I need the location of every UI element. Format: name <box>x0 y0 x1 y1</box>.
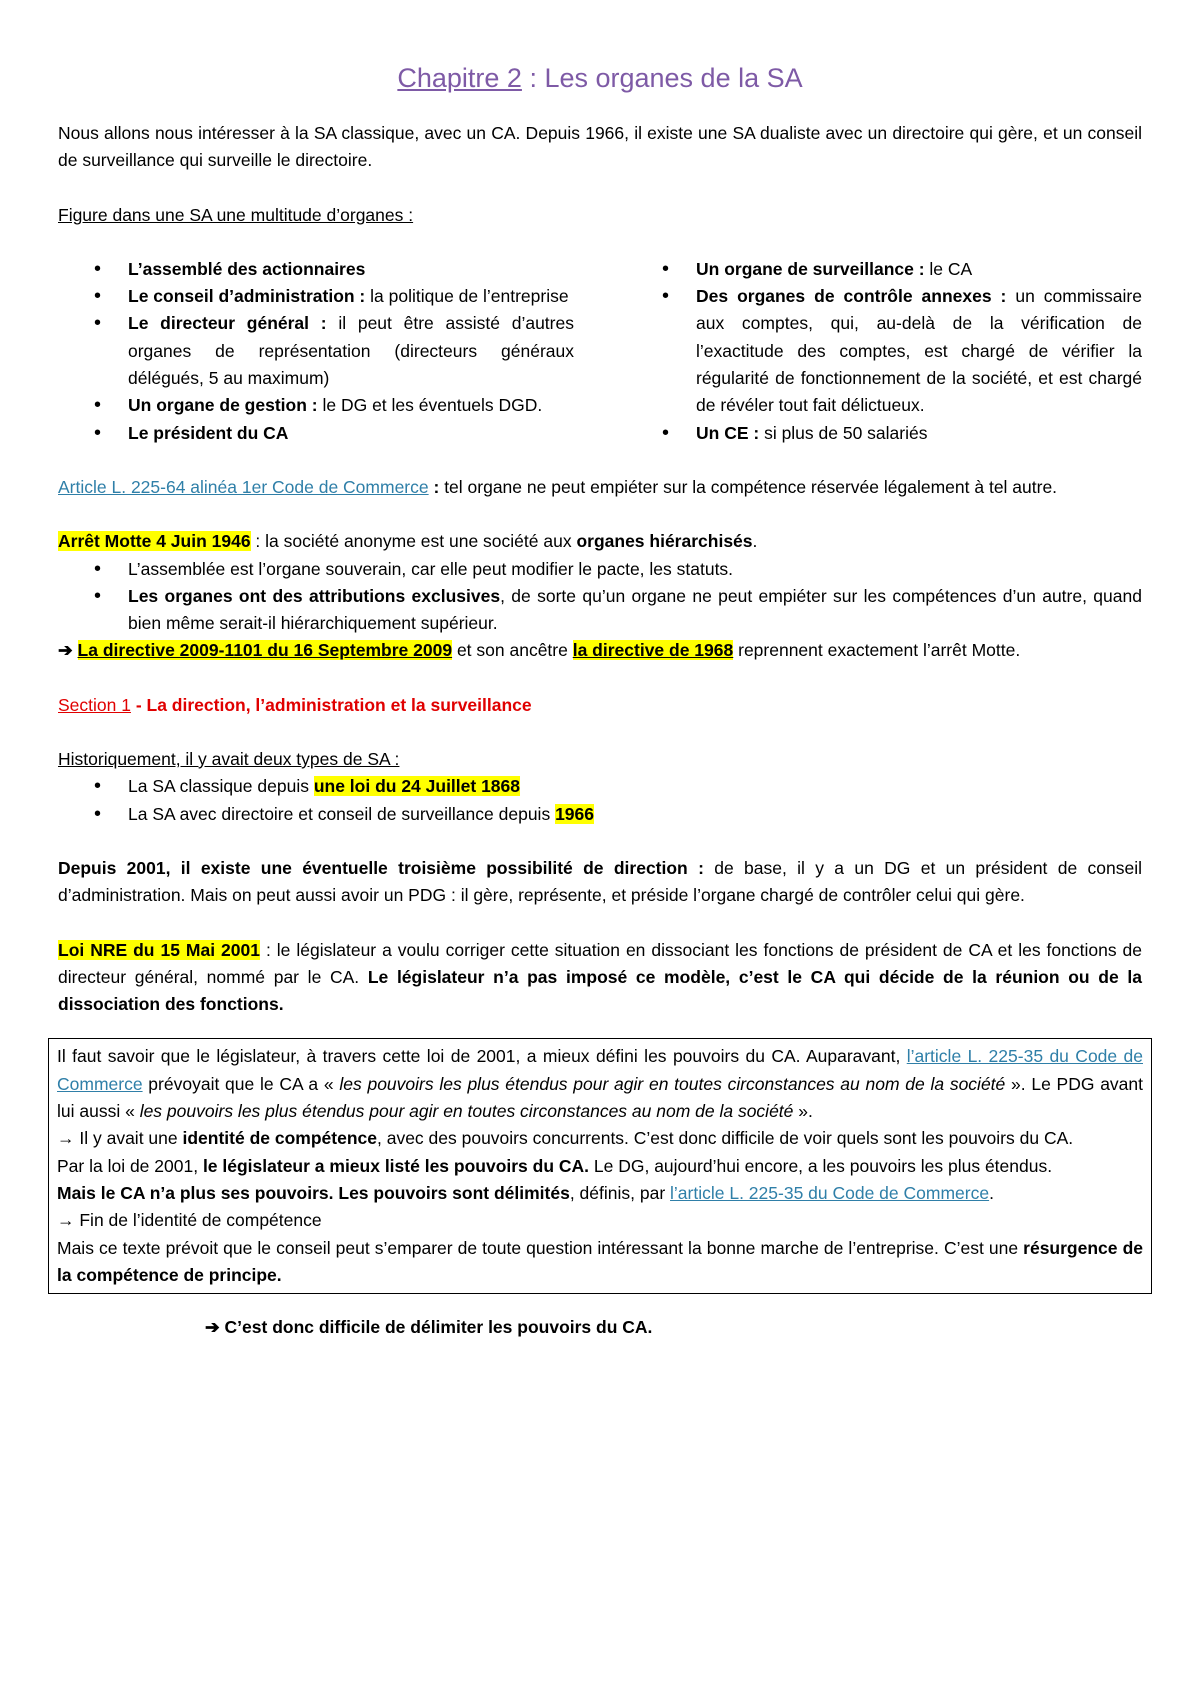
box-paragraph-6: Mais ce texte prévoit que le conseil peut s’emparer de toute question intéressant la bonne marche de l’entreprise. C’est une résurgence de la compétence de principe. <box>57 1237 1143 1285</box>
list-item: • L’assemblée est l’organe souverain, car elle peut modifier le pacte, les statuts. <box>58 556 1142 583</box>
page-title <box>58 60 1142 96</box>
intro-paragraph: Nous allons nous intéresser à la SA classique, avec un CA. Depuis 1966, il existe une SA dualiste avec un directoire qui gère, et un conseil de surveillance qui surveille le directoire. <box>58 123 1142 171</box>
list-item: • Le directeur général : il peut être assisté d’autres organes de représentation (directeurs généraux délégués, 5 au maximum) <box>58 310 574 392</box>
nre-paragraph: Loi NRE du 15 Mai 2001 : le législateur a voulu corriger cette situation en dissociant les fonctions de président de CA et les fonctions de directeur général, nommé par le CA. Le législateur n’a pas imposé ce modèle, c’est le CA qui décide de la réunion ou de la dissociation des fonctions. <box>58 939 1143 1015</box>
chapter-label: Chapitre 2 <box>397 63 522 93</box>
article-link[interactable]: l’article L. 225-35 du Code de Commerce <box>57 1046 1143 1094</box>
organs-columns <box>58 256 1142 447</box>
title-rest: : Les organes de la SA <box>521 63 803 93</box>
list-item: • Les organes ont des attributions exclusives, de sorte qu’un organe ne peut empiéter sur les compétences d’un autre, quand bien même serait-il hiérarchiquement supérieur. <box>58 583 1142 638</box>
list-item: • Des organes de contrôle annexes : un commissaire aux comptes, qui, au-delà de la vérification de l’exactitude des comptes, est chargé de vérifier la régularité de fonctionnement de la société, et est chargé de révéler tout fait délictueux. <box>626 283 1142 419</box>
list-item: • La SA classique depuis une loi du 24 Juillet 1868 <box>58 773 1142 800</box>
box-paragraph-1: Il faut savoir que le législateur, à travers cette loi de 2001, a mieux défini les pouvoirs du CA. Auparavant, l’article L. 225-35 du Code de Commerce prévoyait que le CA a « les pouvoirs les plus étendus pour agir en toutes circonstances au nom de la société ». Le PDG avant lui aussi « les pouvoirs les plus étendus pour agir en toutes circonstances au nom de la société ». <box>57 1046 1144 1122</box>
arrow-right-icon: ➔ <box>205 1317 220 1338</box>
organs-left-list <box>58 256 574 447</box>
motte-list <box>58 556 1142 638</box>
list-item: • Le président du CA <box>58 420 574 447</box>
figure-heading: Figure dans une SA une multitude d’organes : <box>58 204 414 225</box>
directive-paragraph: ➔ La directive 2009-1101 du 16 Septembre 2009 et son ancêtre la directive de 1968 reprennent exactement l’arrêt Motte. <box>58 640 1021 661</box>
list-item: • La SA avec directoire et conseil de surveillance depuis 1966 <box>58 801 1142 828</box>
histo-heading: Historiquement, il y avait deux types de SA : <box>58 749 400 770</box>
list-item: • Un CE : si plus de 50 salariés <box>626 420 1142 447</box>
organs-right-list <box>626 256 1142 447</box>
article-link[interactable]: l’article L. 225-35 du Code de Commerce <box>670 1182 990 1203</box>
organs-right-column <box>626 256 1142 447</box>
list-item: • Un organe de surveillance : le CA <box>626 256 1142 283</box>
box-paragraph-2: → Il y avait une identité de compétence, avec des pouvoirs concurrents. C’est donc difficile de voir quels sont les pouvoirs du CA. <box>57 1128 1074 1149</box>
box-paragraph-4: Mais le CA n’a plus ses pouvoirs. Les pouvoirs sont délimités, définis, par l’article L. 225-35 du Code de Commerce. <box>57 1182 994 1203</box>
depuis-paragraph: Depuis 2001, il existe une éventuelle troisième possibilité de direction : de base, il y a un DG et un président de conseil d’administration. Mais on peut aussi avoir un PDG : il gère, représente, et préside l’organe chargé de contrôler celui qui gère. <box>58 857 1142 906</box>
list-item: • Le conseil d’administration : la politique de l’entreprise <box>58 283 574 310</box>
article-paragraph: Article L. 225-64 alinéa 1er Code de Commerce : tel organe ne peut empiéter sur la compétence réservée légalement à tel autre. <box>58 476 1058 497</box>
list-item: • L’assemblé des actionnaires <box>58 256 574 283</box>
box-paragraph-5: → Fin de l’identité de compétence <box>57 1210 322 1231</box>
conclusion: ➔ C’est donc difficile de délimiter les pouvoirs du CA. <box>205 1317 653 1338</box>
arrow-right-icon: → <box>57 1128 75 1149</box>
motte-highlight: Arrêt Motte 4 Juin 1946 <box>58 531 251 552</box>
box-paragraph-3: Par la loi de 2001, le législateur a mieux listé les pouvoirs du CA. Le DG, aujourd’hui encore, a les pouvoirs les plus étendus. <box>57 1155 1053 1176</box>
list-item: • Un organe de gestion : le DG et les éventuels DGD. <box>58 392 574 419</box>
histo-list <box>58 773 1142 828</box>
section-heading: Section 1 - La direction, l’administration et la surveillance <box>58 694 532 715</box>
motte-paragraph: Arrêt Motte 4 Juin 1946 : la société anonyme est une société aux organes hiérarchisés. <box>58 531 758 552</box>
organs-left-column <box>58 256 574 447</box>
framed-note <box>48 1038 1152 1294</box>
arrow-right-icon: → <box>57 1210 75 1231</box>
article-link[interactable]: Article L. 225-64 alinéa 1er Code de Commerce <box>58 476 429 497</box>
arrow-right-icon: ➔ <box>58 640 73 661</box>
